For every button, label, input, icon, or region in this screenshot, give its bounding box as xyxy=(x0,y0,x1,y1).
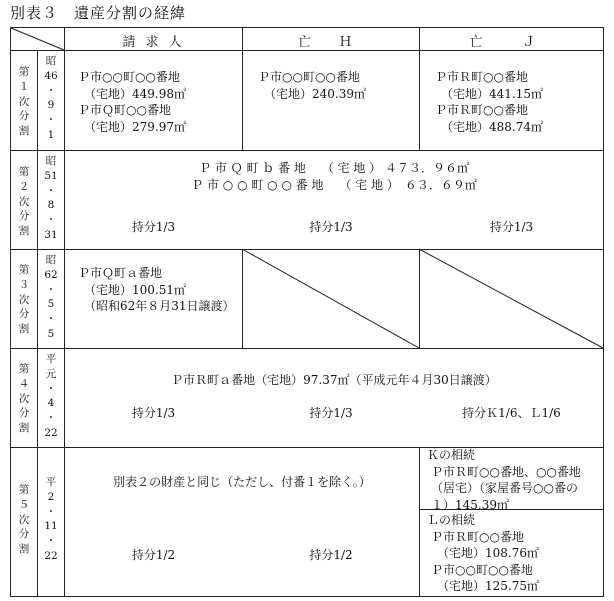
row5-l-inheritance: Ｌの相続 Ｐ市Ｒ町○○番地 （宅地）108.76㎡ Ｐ市○○町○○番地 （宅地）125.75㎡ xyxy=(427,513,539,593)
row4-claimant-share: 持分1/3 xyxy=(131,406,176,420)
row1-date: 昭 46 ・ 9 ・ 1 xyxy=(44,55,58,141)
row2-claimant-share: 持分1/3 xyxy=(131,220,176,234)
row5-h-share: 持分1/2 xyxy=(309,548,353,562)
row2-label: 第 ２ 次 分 割 xyxy=(18,166,30,238)
row2-h-share: 持分1/3 xyxy=(309,220,353,234)
row2-shared-property: Ｐ 市 Ｑ 町 ｂ 番 地 （ 宅 地 ） ４７３．９６㎡ Ｐ 市 ○ ○ 町 ○ ○ 番 地 （ 宅 地 ） ６３．６９㎡ xyxy=(191,161,477,192)
header-deceased-j: 亡 Ｊ xyxy=(469,35,554,50)
row5-k-inheritance: Ｋの相続 Ｐ市Ｒ町○○番地、○○番地 （居宅）（家屋番号○○番の １）145.39㎡ xyxy=(427,448,581,512)
row4-h-share: 持分1/3 xyxy=(309,406,353,420)
row3-claimant-cell: Ｐ市Ｑ町ａ番地 （宅地）100.51㎡ （昭和62年８月31日譲渡） xyxy=(78,266,235,313)
row1-h-cell: Ｐ市○○町○○番地 （宅地）240.39㎡ xyxy=(258,70,366,101)
row4-label: 第 ４ 次 分 割 xyxy=(18,363,30,435)
row5-shared-property: 別表２の財産と同じ（ただし、付番１を除く。） xyxy=(113,475,371,489)
row5-date: 平 2 ・ 11 ・ 22 xyxy=(44,476,58,562)
header-deceased-h: 亡 Ｈ xyxy=(297,35,365,50)
row3-label: 第 ３ 次 分 割 xyxy=(18,264,30,336)
row2-j-share: 持分1/3 xyxy=(489,220,534,234)
inheritance-division-table xyxy=(10,27,604,597)
row4-shared-property: Ｐ市Ｒ町ａ番地（宅地）97.37㎡（平成元年４月30日譲渡） xyxy=(171,373,497,387)
row3-date: 昭 62 ・ 5 ・ 5 xyxy=(44,254,58,340)
row5-claimant-share: 持分1/2 xyxy=(131,548,176,562)
row1-j-cell: Ｐ市Ｒ町○○番地 （宅地）441.15㎡ Ｐ市Ｒ町○○番地 （宅地）488.74㎡ xyxy=(435,70,543,134)
header-claimant: 請 求 人 xyxy=(122,35,185,50)
row5-label: 第 ５ 次 分 割 xyxy=(18,484,30,556)
row1-label: 第 １ 次 分 割 xyxy=(18,66,30,138)
row1-claimant-cell: Ｐ市○○町○○番地 （宅地）449.98㎡ Ｐ市Ｑ町○○番地 （宅地）279.97㎡ xyxy=(78,70,186,134)
row4-date: 平 元 ・ 4 ・ 22 xyxy=(44,353,58,439)
row4-j-share: 持分Ｋ1/6、Ｌ1/6 xyxy=(462,406,561,420)
row2-date: 昭 51 ・ 8 ・ 31 xyxy=(44,155,58,241)
title-label: 別表３ xyxy=(10,4,59,22)
table-title xyxy=(10,2,186,23)
title-text: 遺産分割の経緯 xyxy=(74,4,187,22)
